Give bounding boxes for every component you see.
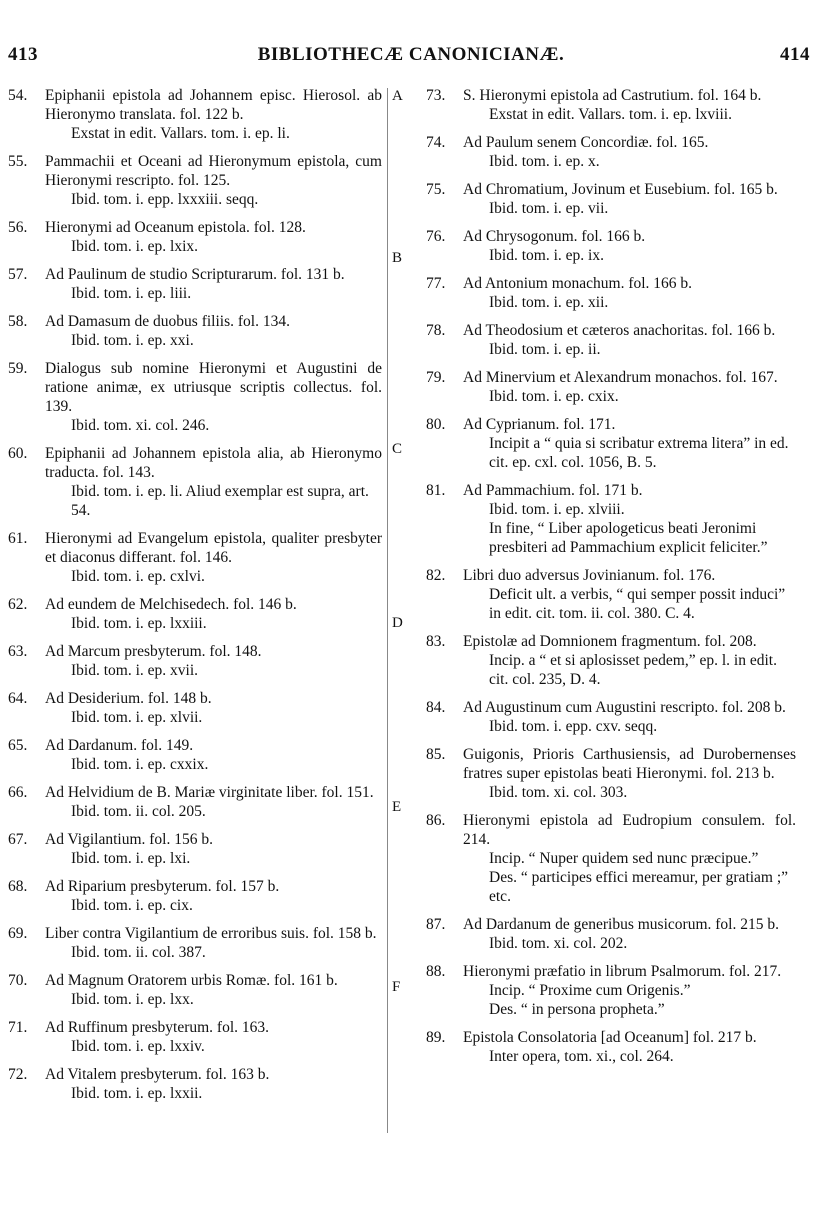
catalogue-entry (8, 444, 382, 520)
entry-reference: Ibid. tom. i. ep. lxi. (71, 850, 191, 867)
entry-reference: Des. “ in persona propheta.” (489, 1001, 665, 1018)
entry-title: Liber contra Vigilantium de erroribus suis. fol. 158 b. (45, 925, 377, 942)
entry-title: Ad Dardanum de generibus musicorum. fol. 215 b. (463, 916, 779, 933)
catalogue-entry (426, 86, 796, 124)
entry-reference: Ibid. tom. i. ep. lxxiii. (71, 615, 207, 632)
catalogue-entry (8, 642, 382, 680)
entry-number: 65. (8, 737, 28, 754)
catalogue-entry (426, 698, 796, 736)
entry-title: Libri duo adversus Jovinianum. fol. 176. (463, 567, 716, 584)
entry-number: 77. (426, 275, 446, 292)
entry-number: 70. (8, 972, 28, 989)
entry-title: Dialogus sub nomine Hieronymi et Augustini de ratione animæ, ex utriusque scriptis collectus. fol. 139. (45, 360, 382, 415)
catalogue-entry (426, 811, 796, 906)
entry-title: Ad Paulinum de studio Scripturarum. fol. 131 b. (45, 266, 345, 283)
entry-reference: Ibid. tom. i. ep. cxlvi. (71, 568, 205, 585)
page-header (0, 44, 822, 74)
entry-title: Ad Riparium presbyterum. fol. 157 b. (45, 878, 280, 895)
entry-title: Ad Chrysogonum. fol. 166 b. (463, 228, 646, 245)
entry-number: 54. (8, 87, 28, 104)
entry-number: 89. (426, 1029, 446, 1046)
entry-title: Epiphanii ad Johannem epistola alia, ab Hieronymo traducta. fol. 143. (45, 445, 382, 481)
entry-number: 75. (426, 181, 446, 198)
catalogue-entry (426, 962, 796, 1019)
catalogue-entry (8, 152, 382, 209)
entry-reference: Ibid. tom. i. ep. xxi. (71, 332, 194, 349)
margin-letter: A (392, 88, 403, 104)
catalogue-entry (8, 783, 382, 821)
entry-number: 60. (8, 445, 28, 462)
entry-reference: Ibid. tom. xi. col. 202. (489, 935, 628, 952)
entry-number: 80. (426, 416, 446, 433)
catalogue-entry (8, 359, 382, 435)
entry-number: 63. (8, 643, 28, 660)
catalogue-entry (426, 915, 796, 953)
catalogue-entry (8, 971, 382, 1009)
catalogue-entry (8, 529, 382, 586)
entry-reference: Ibid. tom. i. ep. ix. (489, 247, 604, 264)
entry-number: 72. (8, 1066, 28, 1083)
entry-number: 67. (8, 831, 28, 848)
entry-number: 86. (426, 812, 446, 829)
catalogue-entry (8, 265, 382, 303)
entry-number: 58. (8, 313, 28, 330)
catalogue-entry (426, 566, 796, 623)
entry-number: 73. (426, 87, 446, 104)
entry-reference: Ibid. tom. i. ep. lxxiv. (71, 1038, 205, 1055)
entry-reference: Ibid. tom. i. ep. vii. (489, 200, 609, 217)
entry-reference: Ibid. tom. i. ep. lxxii. (71, 1085, 203, 1102)
entry-reference: Ibid. tom. i. ep. lxx. (71, 991, 194, 1008)
entry-reference: Ibid. tom. i. ep. cix. (71, 897, 193, 914)
catalogue-entry (8, 1065, 382, 1103)
catalogue-entry (426, 227, 796, 265)
entry-reference: Ibid. tom. i. ep. cxix. (489, 388, 619, 405)
entry-reference: Ibid. tom. xi. col. 246. (71, 417, 210, 434)
entry-reference: Ibid. tom. i. ep. xlviii. (489, 501, 625, 518)
entry-reference: In fine, “ Liber apologeticus beati Jeronimi presbiteri ad Pammachium explicit feliciter.” (489, 520, 768, 556)
entry-title: Ad Chromatium, Jovinum et Eusebium. fol. 165 b. (463, 181, 778, 198)
catalogue-entry (426, 368, 796, 406)
entry-title: Ad Dardanum. fol. 149. (45, 737, 194, 754)
entry-number: 62. (8, 596, 28, 613)
entry-number: 61. (8, 530, 28, 547)
entry-number: 55. (8, 153, 28, 170)
column-divider (387, 88, 388, 1133)
entry-title: Hieronymi ad Oceanum epistola. fol. 128. (45, 219, 306, 236)
margin-letter: C (392, 441, 403, 457)
entry-number: 74. (426, 134, 446, 151)
entry-number: 64. (8, 690, 28, 707)
entry-number: 82. (426, 567, 446, 584)
entry-title: Guigonis, Prioris Carthusiensis, ad Durobernenses fratres super epistolas beati Hieronymi. fol. 213 b. (463, 746, 796, 782)
entry-reference: Ibid. tom. i. ep. xlvii. (71, 709, 203, 726)
entry-title: Pammachii et Oceani ad Hieronymum epistola, cum Hieronymi rescripto. fol. 125. (45, 153, 382, 189)
entry-title: Ad Augustinum cum Augustini rescripto. fol. 208 b. (463, 699, 786, 716)
entry-title: Ad Antonium monachum. fol. 166 b. (463, 275, 693, 292)
entry-title: Epistolæ ad Domnionem fragmentum. fol. 208. (463, 633, 757, 650)
entry-reference: Ibid. tom. i. epp. cxv. seqq. (489, 718, 658, 735)
entry-reference: Ibid. tom. i. ep. liii. (71, 285, 192, 302)
catalogue-entry (426, 180, 796, 218)
entry-title: Epiphanii epistola ad Johannem episc. Hierosol. ab Hieronymo translata. fol. 122 b. (45, 87, 382, 123)
entry-reference: Ibid. tom. i. ep. x. (489, 153, 600, 170)
page-number-left: 413 (8, 44, 38, 65)
entry-number: 69. (8, 925, 28, 942)
entry-reference: Ibid. tom. i. ep. lxix. (71, 238, 199, 255)
entry-reference: Des. “ participes effici mereamur, per gratiam ;” etc. (489, 869, 789, 905)
entry-reference: Ibid. tom. ii. col. 205. (71, 803, 206, 820)
entry-title: Ad Vitalem presbyterum. fol. 163 b. (45, 1066, 270, 1083)
catalogue-entry (426, 1028, 796, 1066)
entry-reference: Incip. “ Proxime cum Origenis.” (489, 982, 691, 999)
entry-reference: Ibid. tom. i. ep. xii. (489, 294, 609, 311)
entry-title: Ad Ruffinum presbyterum. fol. 163. (45, 1019, 270, 1036)
entry-number: 79. (426, 369, 446, 386)
entry-number: 57. (8, 266, 28, 283)
catalogue-entry (426, 133, 796, 171)
entry-title: Ad Cyprianum. fol. 171. (463, 416, 616, 433)
entry-number: 66. (8, 784, 28, 801)
entry-number: 81. (426, 482, 446, 499)
entry-reference: Ibid. tom. i. ep. cxxix. (71, 756, 209, 773)
entry-title: S. Hieronymi epistola ad Castrutium. fol. 164 b. (463, 87, 762, 104)
entry-title: Ad Helvidium de B. Mariæ virginitate liber. fol. 151. (45, 784, 374, 801)
entry-title: Ad Pammachium. fol. 171 b. (463, 482, 643, 499)
entry-title: Ad Magnum Oratorem urbis Romæ. fol. 161 b. (45, 972, 338, 989)
entry-title: Hieronymi epistola ad Eudropium consulem. fol. 214. (463, 812, 796, 848)
entry-reference: Ibid. tom. i. epp. lxxxiii. seqq. (71, 191, 259, 208)
entry-number: 85. (426, 746, 446, 763)
catalogue-entry (8, 218, 382, 256)
entry-number: 76. (426, 228, 446, 245)
entry-title: Hieronymi ad Evangelum epistola, qualiter presbyter et diaconus differant. fol. 146. (45, 530, 382, 566)
entry-reference: Incip. “ Nuper quidem sed nunc præcipue.” (489, 850, 759, 867)
entry-title: Ad Minervium et Alexandrum monachos. fol. 167. (463, 369, 778, 386)
catalogue-entry (426, 321, 796, 359)
entry-number: 71. (8, 1019, 28, 1036)
entry-number: 68. (8, 878, 28, 895)
margin-letter: D (392, 615, 403, 631)
entry-number: 83. (426, 633, 446, 650)
catalogue-entry (8, 312, 382, 350)
entry-title: Ad Vigilantium. fol. 156 b. (45, 831, 213, 848)
entry-number: 78. (426, 322, 446, 339)
entry-reference: Ibid. tom. i. ep. xvii. (71, 662, 199, 679)
entry-number: 88. (426, 963, 446, 980)
entry-title: Ad Paulum senem Concordiæ. fol. 165. (463, 134, 709, 151)
catalogue-entry (426, 274, 796, 312)
margin-letter: F (392, 979, 401, 995)
entry-title: Ad Desiderium. fol. 148 b. (45, 690, 212, 707)
page-number-right: 414 (780, 44, 810, 65)
catalogue-entry (8, 877, 382, 915)
catalogue-entry (426, 481, 796, 557)
entry-reference: Incip. a “ et si aplosisset pedem,” ep. l. in edit. cit. col. 235, D. 4. (489, 652, 777, 688)
entry-title: Ad Marcum presbyterum. fol. 148. (45, 643, 262, 660)
entry-reference: Exstat in edit. Vallars. tom. i. ep. li. (71, 125, 290, 142)
left-column (8, 86, 382, 1112)
catalogue-entry (8, 86, 382, 143)
entry-title: Ad Damasum de duobus filiis. fol. 134. (45, 313, 290, 330)
catalogue-entry (8, 595, 382, 633)
catalogue-entry (8, 830, 382, 868)
catalogue-entry (8, 689, 382, 727)
entry-title: Epistola Consolatoria [ad Oceanum] fol. 217 b. (463, 1029, 757, 1046)
entry-title: Ad eundem de Melchisedech. fol. 146 b. (45, 596, 297, 613)
entry-reference: Deficit ult. a verbis, “ qui semper possit induci” in edit. cit. tom. ii. col. 380. C. 4. (489, 586, 786, 622)
catalogue-entry (8, 736, 382, 774)
entry-reference: Ibid. tom. xi. col. 303. (489, 784, 628, 801)
catalogue-entry (426, 415, 796, 472)
catalogue-entry (8, 1018, 382, 1056)
entry-number: 87. (426, 916, 446, 933)
entry-reference: Exstat in edit. Vallars. tom. i. ep. lxviii. (489, 106, 732, 123)
running-title: BIBLIOTHECÆ CANONICIANÆ. (257, 44, 565, 65)
catalogue-entry (8, 924, 382, 962)
right-column (426, 86, 796, 1075)
margin-letter: B (392, 250, 403, 266)
entry-title: Ad Theodosium et cæteros anachoritas. fol. 166 b. (463, 322, 776, 339)
entry-reference: Ibid. tom. ii. col. 387. (71, 944, 206, 961)
entry-number: 84. (426, 699, 446, 716)
entry-number: 59. (8, 360, 28, 377)
entry-title: Hieronymi præfatio in librum Psalmorum. fol. 217. (463, 963, 782, 980)
catalogue-entry (426, 745, 796, 802)
entry-reference: Incipit a “ quia si scribatur extrema litera” in ed. cit. ep. cxl. col. 1056, B. 5. (489, 435, 789, 471)
entry-reference: Ibid. tom. i. ep. li. Aliud exemplar est supra, art. 54. (71, 483, 369, 519)
margin-letter: E (392, 799, 402, 815)
entry-number: 56. (8, 219, 28, 236)
entry-reference: Inter opera, tom. xi., col. 264. (489, 1048, 674, 1065)
entry-reference: Ibid. tom. i. ep. ii. (489, 341, 601, 358)
catalogue-entry (426, 632, 796, 689)
